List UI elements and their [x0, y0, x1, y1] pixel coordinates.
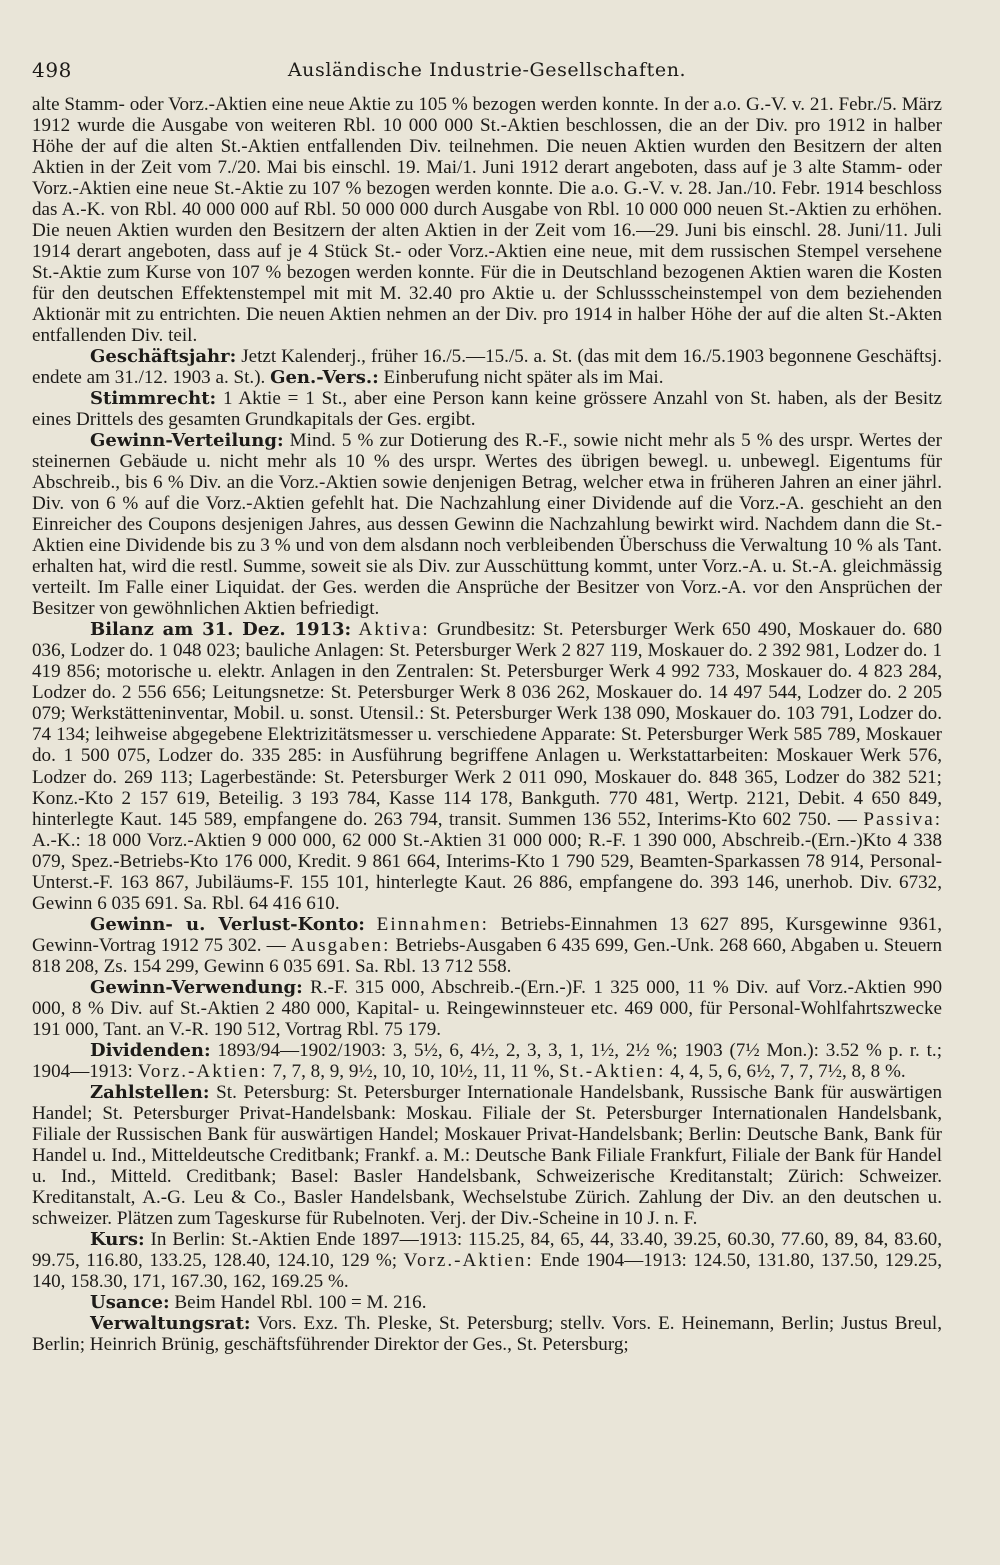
label-gen-vers: Gen.-Vers.: [270, 367, 379, 389]
paragraph-stimmrecht [32, 388, 942, 430]
paragraph-verwaltungsrat [32, 1313, 942, 1355]
text-stimmrecht: 1 Aktie = 1 St., aber eine Person kann keine grössere Anzahl von St. haben, als der Besitz eines Drittels des gesamten Grundkapitals der Ges. ergibt. [32, 388, 942, 431]
label-gewinn-verteilung: Gewinn-Verteilung: [90, 430, 284, 452]
text-kurs-vorz-aktien: Ende 1904—1913: 124.50, 131.80, 137.50, 129.25, 140, 158.30, 171, 167.30, 162, 169.25 %. [32, 1249, 942, 1292]
text-dividenden: 1893/94—1902/1903: 3, 5½, 6, 4½, 2, 3, 3, 1, 1½, 2½ %; 1903 (7½ Mon.): 3.52 % p. r. t.; 1904—1913: [32, 1039, 942, 1082]
paragraph-kurs [32, 1229, 942, 1292]
label-zahlstellen: Zahlstellen: [90, 1081, 210, 1103]
running-head: Ausländische Industrie-Gesellschaften. [287, 59, 687, 81]
label-aktiva: Aktiva: [358, 619, 430, 641]
label-verwaltungsrat: Verwaltungsrat: [90, 1312, 251, 1334]
paragraph-bilanz [32, 619, 942, 913]
label-stimmrecht: Stimmrecht: [90, 388, 217, 410]
page-header [32, 54, 942, 94]
text-ausgaben: Betriebs-Ausgaben 6 435 699, Gen.-Unk. 268 660, Abgaben u. Steuern 818 208, Zs. 154 299, Gewinn 6 035 691. Sa. Rbl. 13 712 558. [32, 934, 942, 977]
page-number: 498 [32, 58, 72, 82]
paragraph-geschaeftsjahr [32, 346, 942, 388]
label-dividenden: Dividenden: [90, 1039, 211, 1061]
text-zahlstellen: St. Petersburg: St. Petersburger Internationale Handelsbank, Russische Bank für auswärtigen Handel; St. Petersburger Privat-Handelsbank: Moskau. Filiale der St. Petersburger Internationalen Handelsbank, Filiale der Russischen Bank für auswärtigen Handel; Moskauer Privat-Handelsbank; Berlin: Deutsche Bank, Bank für Handel u. Ind., Mitteldeutsche Creditbank; Frankf. a. M.: Deutsche Bank Filiale Frankfurt, Filiale der Bank für Handel u. Ind., Mitteld. Creditbank; Basel: Basler Handelsbank, Schweizerische Kreditanstalt; Zürich: Schweizer. Kreditanstalt, A.-G. Leu & Co., Basler Handelsbank, Wechselstube Zürich. Zahlung der Div. an den deutschen u. schweizer. Plätzen zum Tageskurse für Rubelnoten. Verj. der Div.-Scheine in 10 J. n. F. [32, 1081, 942, 1229]
text-verwaltungsrat: Vors. Exz. Th. Pleske, St. Petersburg; stellv. Vors. E. Heinemann, Berlin; Justus Breul, Berlin; Heinrich Brünig, geschäftsführender Direktor der Ges., St. Petersburg; [32, 1312, 942, 1355]
label-passiva: Passiva: [863, 808, 942, 830]
label-kurs: Kurs: [90, 1228, 145, 1250]
paragraph-gewinn-verlust [32, 914, 942, 977]
label-gewinn-verlust: Gewinn- u. Verlust-Konto: [90, 913, 365, 935]
label-bilanz: Bilanz am 31. Dez. 1913: [90, 619, 352, 641]
paragraph-dividenden [32, 1040, 942, 1082]
text-passiva: A.-K.: 18 000 Vorz.-Aktien 9 000 000, 62 000 St.-Aktien 31 000 000; R.-F. 1 390 000, Abschreib.-(Ern.-)Kto 4 338 079, Spez.-Betriebs-Kto 176 000, Kredit. 9 861 664, Interims-Kto 1 790 529, Beamten-Sparkassen 78 914, Personal-Unterst.-F. 163 867, Jubiläums-F. 155 101, hinterlegte Kaut. 26 886, empfangene do. 393 146, unerhob. Div. 6732, Gewinn 6 035 691. Sa. Rbl. 64 416 610. [32, 829, 942, 914]
text-gen-vers: Einberufung nicht später als im Mai. [378, 367, 664, 389]
label-usance: Usance: [90, 1291, 170, 1313]
label-einnahmen: Einnahmen: [376, 913, 489, 935]
text-geschaeftsjahr: Jetzt Kalenderj., früher 16./5.—15./5. a. St. (das mit dem 16./5.1903 begonnene Geschäftsj. endete am 31./12. 1903 a. St.). [32, 346, 942, 389]
text-einnahmen: Betriebs-Einnahmen 13 627 895, Kursgewinne 9361, Gewinn-Vortrag 1912 75 302. — [32, 913, 942, 956]
text-div-vorz-aktien: 7, 7, 8, 9, 9½, 10, 10, 10½, 11, 11 %, [267, 1060, 560, 1082]
label-div-st-aktien: St.-Aktien: [559, 1060, 666, 1082]
label-div-vorz-aktien: Vorz.-Aktien: [137, 1060, 268, 1082]
body-text [32, 94, 942, 1355]
label-ausgaben: Ausgaben: [290, 934, 391, 956]
intro-paragraph: alte Stamm- oder Vorz.-Aktien eine neue Aktie zu 105 % bezogen werden konnte. In der a.o. G.-V. v. 21. Febr./5. März 1912 wurde die Ausgabe von weiteren Rbl. 10 000 000 St.-Aktien beschlossen, die an der Div. pro 1912 in halber Höhe der auf die alten St.-Aktien entfallenden Div. teilnehmen. Die neuen Aktien wurden den Besitzern der alten Aktien in der Zeit vom 7./20. Mai bis einschl. 19. Mai/1. Juni 1912 derart angeboten, dass auf je 3 alte Stamm- oder Vorz.-Aktien eine neue St.-Aktie zu 107 % bezogen werden konnte. Die a.o. G.-V. v. 28. Jan./10. Febr. 1914 beschloss das A.-K. von Rbl. 40 000 000 auf Rbl. 50 000 000 durch Ausgabe von Rbl. 10 000 000 neuen St.-Aktien zu erhöhen. Die neuen Aktien wurden den Besitzern der alten Aktien in der Zeit vom 16.—29. Juni bis einschl. 28. Juni/11. Juli 1914 derart angeboten, dass auf je 4 Stück St.- oder Vorz.-Aktien eine neue, mit dem russischen Stempel versehene St.-Aktie zum Kurse von 107 % bezogen werden konnte. Für die in Deutschland bezogenen Aktien waren die Kosten für den deutschen Effektenstempel mit mit M. 32.40 pro Aktie u. der Schlussscheinstempel von dem beziehenden Aktionär mit zu entrichten. Die neuen Aktien nehmen an der Div. pro 1914 in halber Höhe der auf die alten St.-Akten entfallenden Div. teil. [32, 94, 942, 347]
paragraph-zahlstellen [32, 1082, 942, 1229]
text-div-st-aktien: 4, 4, 5, 6, 6½, 7, 7, 7½, 8, 8 %. [665, 1060, 906, 1082]
paragraph-gewinn-verwendung [32, 977, 942, 1040]
label-geschaeftsjahr: Geschäftsjahr: [90, 346, 237, 368]
text-gewinn-verteilung: Mind. 5 % zur Dotierung des R.-F., sowie nicht mehr als 5 % des urspr. Wertes der steinernen Gebäude u. nicht mehr als 10 % des urspr. Wertes des übrigen bewegl. u. unbewegl. Eigentums für Abschreib., bis 6 % Div. an die Vorz.-Aktien sowie denjenigen Betrag, welcher etwa in früheren Jahren an einer jährl. Div. von 6 % auf die Vorz.-Aktien gefehlt hat. Die Nachzahlung einer Dividende auf die Vorz.-A. geschieht an den Einreicher des Coupons desjenigen Jahres, aus dessen Gewinn die Nachzahlung bewirkt wird. Nachdem dann die St.-Aktien eine Dividende bis zu 3 % und von dem alsdann noch verbleibenden Überschuss die Verwaltung 10 % als Tant. erhalten hat, wird die restl. Summe, soweit sie als Div. zur Ausschüttung kommt, unter Vorz.-A. u. St.-A. gleichmässig verteilt. Im Falle einer Liquidat. der Ges. werden die Ansprüche der Besitzer von Vorz.-A. vor den Ansprüchen der Besitzer von gewöhnlichen Aktien befriedigt. [32, 430, 942, 620]
label-gewinn-verwendung: Gewinn-Verwendung: [90, 976, 303, 998]
paragraph-gewinn-verteilung [32, 430, 942, 619]
text-usance: Beim Handel Rbl. 100 = M. 216. [169, 1291, 427, 1313]
text-gewinn-verwendung: R.-F. 315 000, Abschreib.-(Ern.-)F. 1 325 000, 11 % Div. auf Vorz.-Aktien 990 000, 8 % Div. auf St.-Aktien 2 480 000, Kapital- u. Reingewinnsteuer etc. 469 000, für Personal-Wohlfahrtszwecke 191 000, Tant. an V.-R. 190 512, Vortrag Rbl. 75 179. [32, 976, 942, 1040]
paragraph-usance [32, 1292, 942, 1313]
text-aktiva: Grundbesitz: St. Petersburger Werk 650 490, Moskauer do. 680 036, Lodzer do. 1 048 023; bauliche Anlagen: St. Petersburger Werk 2 827 119, Moskauer do. 2 392 981, Lodzer do. 1 419 856; motorische u. elektr. Anlagen in den Zentralen: St. Petersburger Werk 4 992 733, Moskauer do. 4 823 284, Lodzer do. 2 556 656; Leitungsnetze: St. Petersburger Werk 8 036 262, Moskauer do. 14 497 544, Lodzer do. 2 205 079; Werkstätteninventar, Mobil. u. sonst. Utensil.: St. Petersburger Werk 138 090, Moskauer do. 103 791, Lodzer do. 74 134; leihweise abgegebene Elektrizitätsmesser u. verschiedene Apparate: St. Petersburger Werk 585 789, Moskauer do. 1 500 075, Lodzer do. 335 285: in Ausführung begriffene Anlagen u. Werkstattarbeiten: Moskauer Werk 576, Lodzer do. 269 113; Lagerbestände: St. Petersburger Werk 2 011 090, Moskauer do. 848 365, Lodzer do 382 521; Konz.-Kto 2 157 619, Beteilig. 3 193 784, Kasse 114 178, Bankguth. 770 481, Wertp. 2121, Debit. 4 650 849, hinterlegte Kaut. 145 589, empfangene do. 263 794, transit. Summen 136 552, Interims-Kto 602 750. — [32, 619, 942, 830]
label-kurs-vorz-aktien: Vorz.-Aktien: [403, 1249, 534, 1271]
text-kurs: In Berlin: St.-Aktien Ende 1897—1913: 115.25, 84, 65, 44, 33.40, 39.25, 60.30, 77.60, 89, 84, 83.60, 99.75, 116.80, 133.25, 128.40, 124.10, 129 %; [32, 1228, 942, 1271]
